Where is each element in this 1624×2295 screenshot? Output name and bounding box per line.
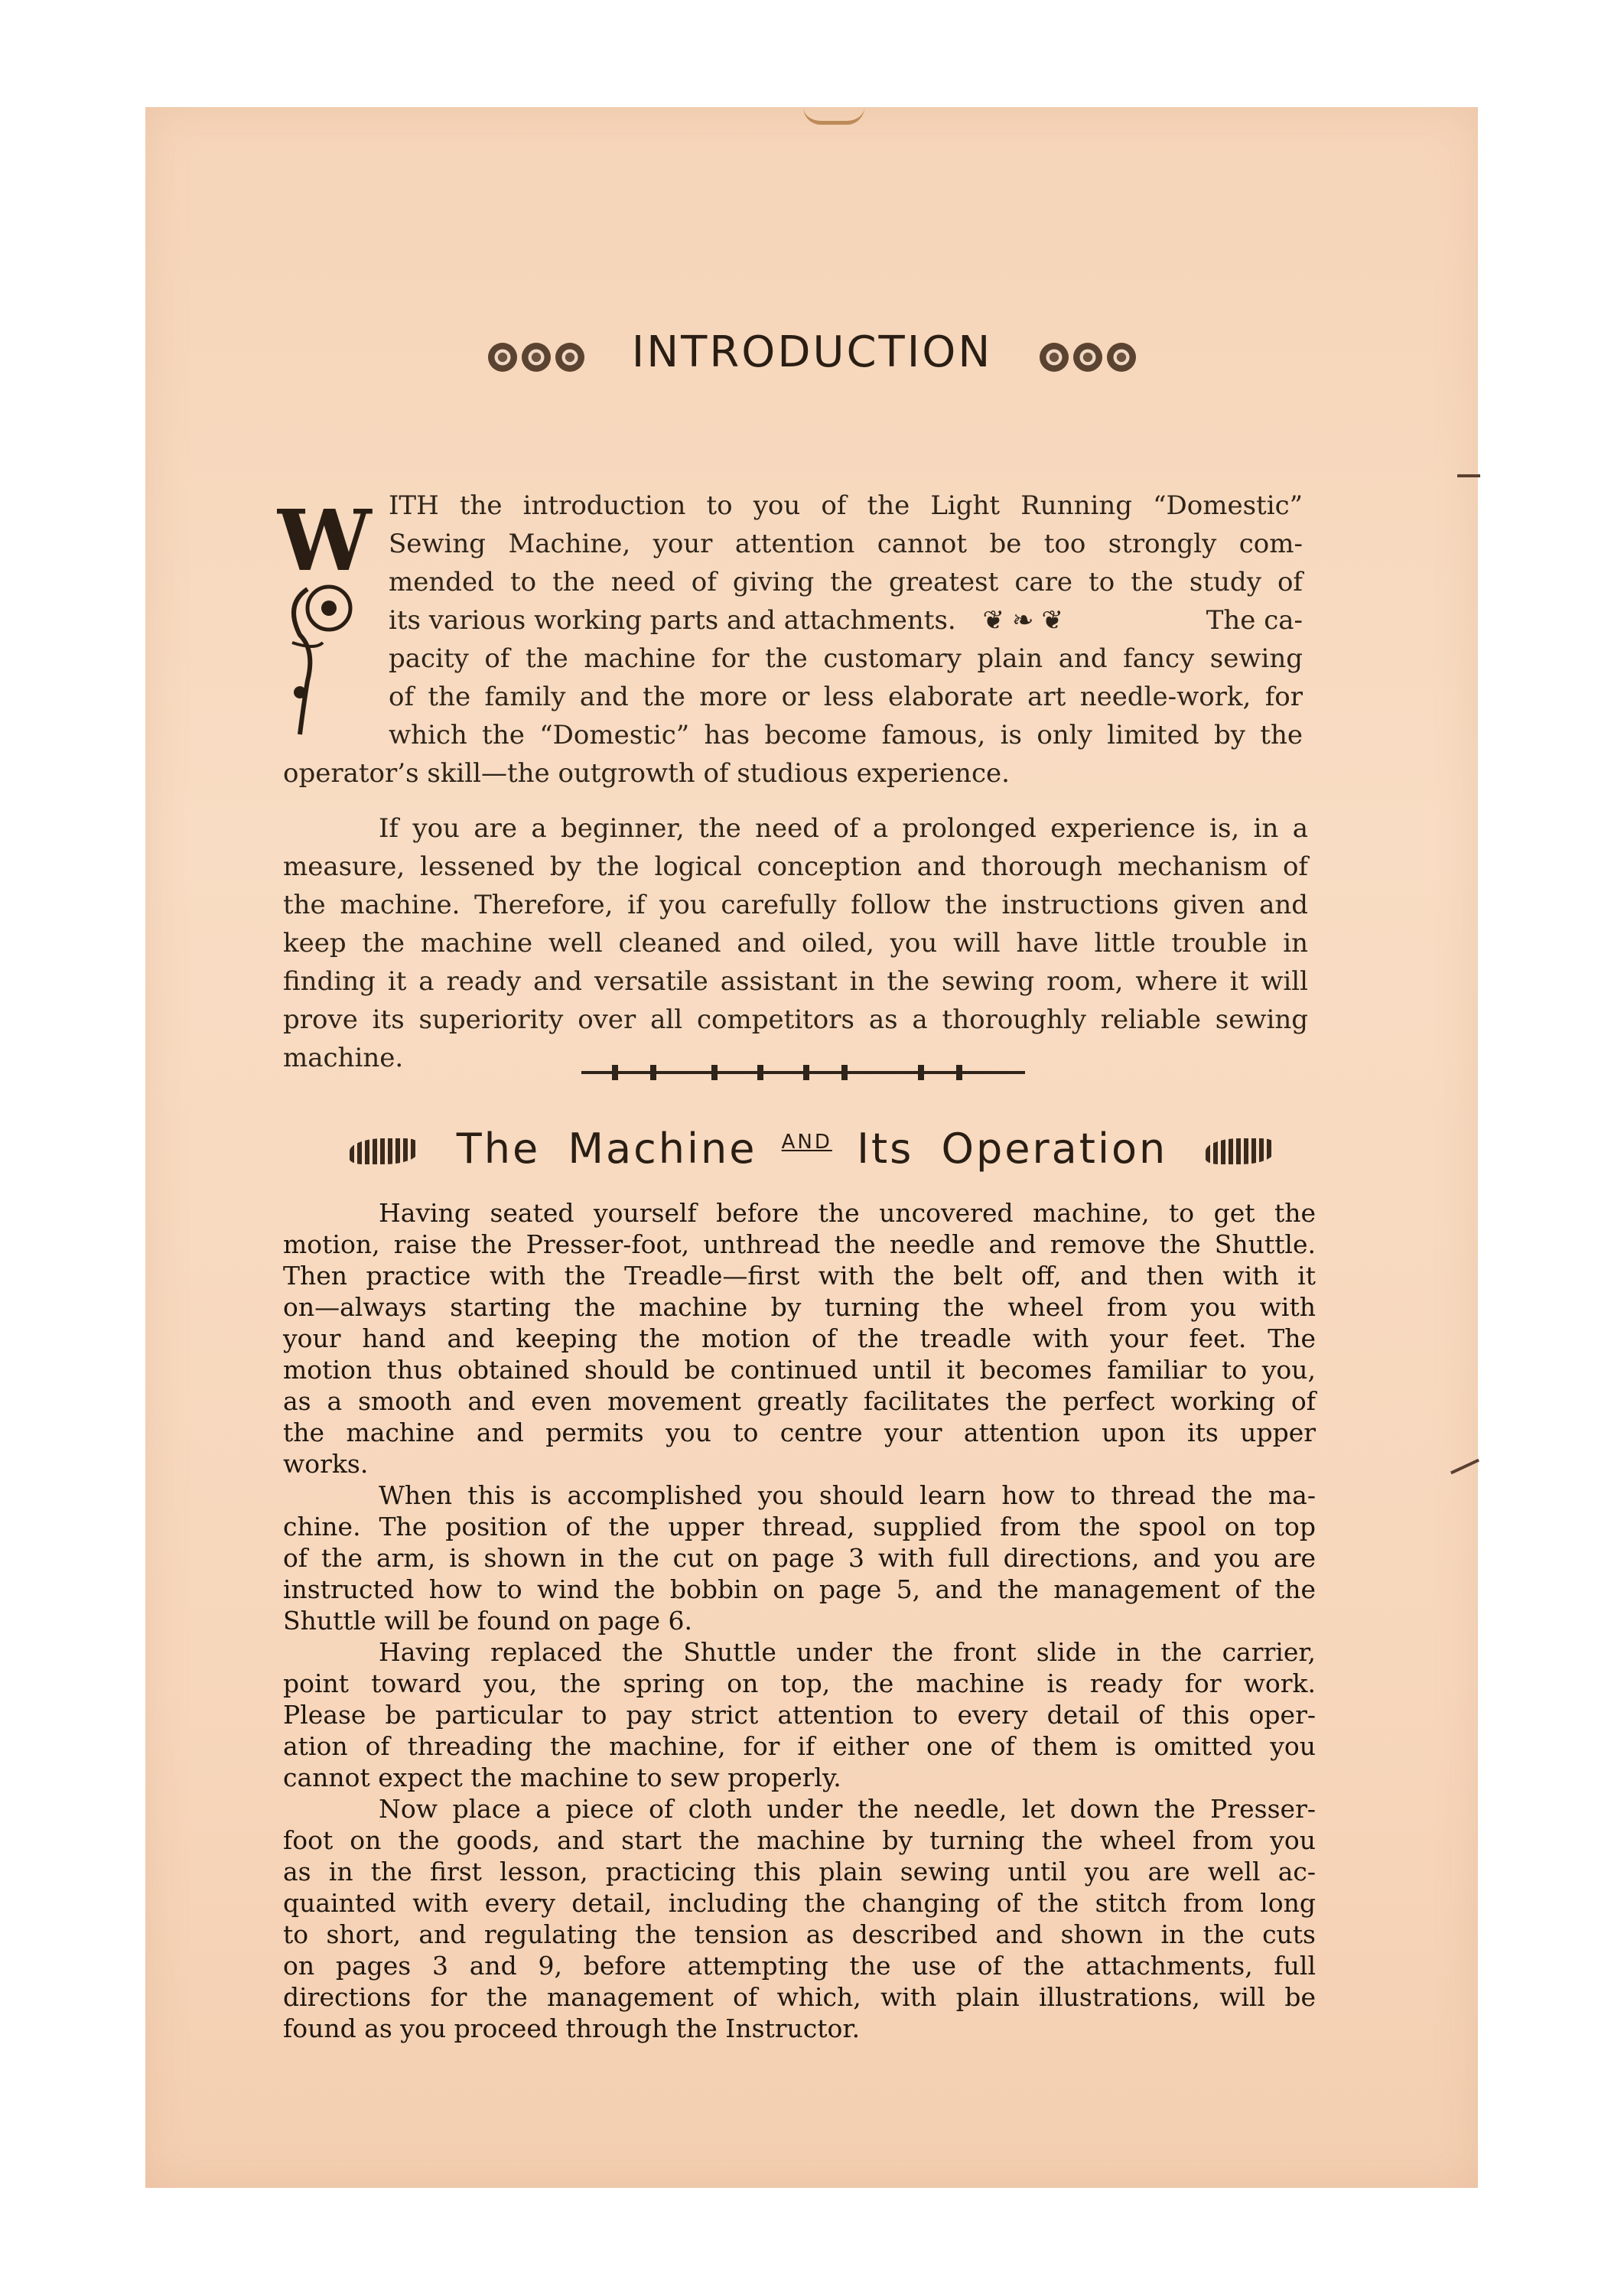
- heading-operation: Operation: [941, 1125, 1168, 1173]
- machine-line: on—always starting the machine by turning the wheel from you with: [283, 1292, 1316, 1322]
- machine-line: motion, raise the Presser-foot, unthread the needle and remove the Shuttle.: [283, 1229, 1316, 1259]
- fleuron-ornament: ❦❧❦: [982, 605, 1072, 636]
- machine-line: as a smooth and even movement greatly facilitates the perfect working of: [283, 1386, 1316, 1416]
- leaf-ornament-right: [1206, 1138, 1274, 1164]
- intro-line-4: [389, 601, 1303, 640]
- intro-line: pacity of the machine for the customary plain and fancy sewing: [389, 643, 1303, 674]
- svg-text:W: W: [277, 497, 372, 590]
- intro-line: Sewing Machine, your attention cannot be too strongly com-: [389, 529, 1303, 559]
- machine-line: Having replaced the Shuttle under the front slide in the carrier,: [379, 1637, 1316, 1667]
- intro-line: mended to the need of giving the greatest care to the study of: [389, 567, 1303, 597]
- machine-line: Having seated yourself before the uncovered machine, to get the: [379, 1198, 1316, 1228]
- beginner-line: keep the machine well cleaned and oiled, you will have little trouble in: [283, 928, 1308, 959]
- machine-operation-heading: [0, 1125, 1624, 1173]
- heading-and: AND: [781, 1131, 832, 1154]
- machine-line: on pages 3 and 9, before attempting the use of the attachments, full: [283, 1951, 1316, 1981]
- machine-line: works.: [283, 1449, 369, 1479]
- circle-ornament-left: [486, 330, 587, 379]
- introduction-title: INTRODUCTION: [631, 327, 993, 377]
- machine-line: instructed how to wind the bobbin on page 5, and the management of the: [283, 1574, 1316, 1604]
- beginner-line: the machine. Therefore, if you carefully follow the instructions given and: [283, 890, 1308, 920]
- intro-line: which the “Domestic” has become famous, is only limited by the: [389, 720, 1303, 750]
- intro-line: of the family and the more or less elaborate art needle-work, for: [389, 682, 1303, 712]
- machine-line: motion thus obtained should be continued until it becomes familiar to you,: [283, 1355, 1316, 1385]
- machine-line: foot on the goods, and start the machine by turning the wheel from you: [283, 1825, 1316, 1855]
- machine-line: to short, and regulating the tension as described and shown in the cuts: [283, 1919, 1316, 1949]
- heading-the: The: [456, 1125, 541, 1173]
- heading-its: Its: [857, 1125, 914, 1173]
- intro-line: operator’s skill—the outgrowth of studious experience.: [283, 758, 1010, 789]
- machine-line: Shuttle will be found on page 6.: [283, 1606, 692, 1636]
- machine-line: Now place a piece of cloth under the needle, let down the Presser-: [379, 1794, 1316, 1824]
- beginner-line: machine.: [283, 1043, 404, 1073]
- decorative-rule: [581, 1071, 1025, 1074]
- machine-line: directions for the management of which, with plain illustrations, will be: [283, 1982, 1316, 2012]
- paper-tear: [803, 107, 864, 125]
- introduction-heading: [0, 327, 1624, 379]
- machine-line: chine. The position of the upper thread, supplied from the spool on top: [283, 1512, 1316, 1541]
- machine-line: quainted with every detail, including the changing of the stitch from long: [283, 1888, 1316, 1918]
- machine-line: When this is accomplished you should learn how to thread the ma-: [379, 1480, 1316, 1510]
- leaf-ornament-left: [350, 1138, 418, 1164]
- intro-paragraph-tail: [283, 754, 1308, 793]
- beginner-line: If you are a beginner, the need of a prolonged experience is, in a: [379, 813, 1308, 844]
- circle-ornament-right: [1037, 330, 1138, 379]
- machine-line: Please be particular to pay strict attention to every detail of this oper-: [283, 1700, 1316, 1730]
- edge-mark-right-top: [1457, 474, 1480, 477]
- machine-line: cannot expect the machine to sew properly.: [283, 1763, 841, 1792]
- machine-operation-text: [283, 1197, 1316, 2044]
- intro-line: ITH the introduction to you of the Light Running “Domestic”: [389, 490, 1303, 521]
- machine-line: point toward you, the spring on top, the machine is ready for work.: [283, 1668, 1316, 1698]
- machine-line: as in the first lesson, practicing this plain sewing until you are well ac-: [283, 1857, 1316, 1886]
- beginner-line: finding it a ready and versatile assistant in the sewing room, where it will: [283, 966, 1308, 997]
- heading-machine: Machine: [568, 1125, 757, 1173]
- machine-line: Then practice with the Treadle—first with the belt off, and then with it: [283, 1261, 1316, 1291]
- machine-line: found as you proceed through the Instructor.: [283, 2013, 861, 2043]
- machine-line: the machine and permits you to centre your attention upon its upper: [283, 1418, 1316, 1447]
- machine-line: of the arm, is shown in the cut on page 3 with full directions, and you are: [283, 1543, 1316, 1573]
- machine-line: your hand and keeping the motion of the treadle with your feet. The: [283, 1323, 1316, 1353]
- intro-line-4-text: its various working parts and attachments.: [389, 605, 956, 636]
- intro-line-4-end: The ca-: [1206, 605, 1303, 636]
- beginner-paragraph: [283, 809, 1308, 1077]
- intro-paragraph: [389, 487, 1303, 754]
- machine-line: ation of threading the machine, for if either one of them is omitted you: [283, 1731, 1316, 1761]
- beginner-line: prove its superiority over all competitors as a thoroughly reliable sewing: [283, 1004, 1308, 1035]
- dropcap-w-ornament: [277, 497, 392, 742]
- beginner-line: measure, lessened by the logical conception and thorough mechanism of: [283, 851, 1308, 882]
